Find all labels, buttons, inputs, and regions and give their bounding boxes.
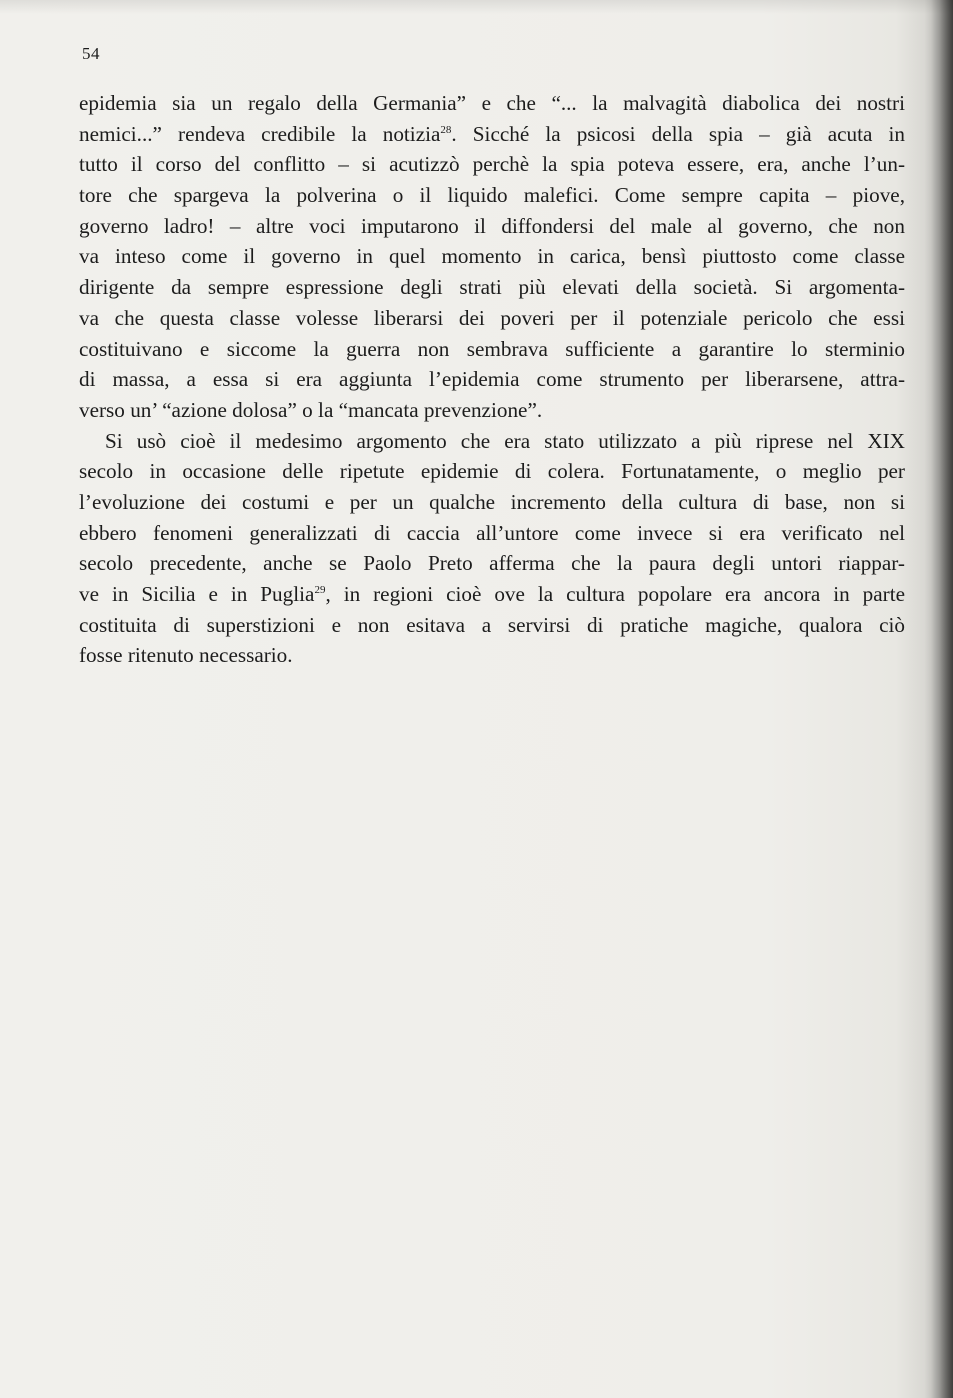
text-line: tutto il corso del conflitto – si acutizzò perchè la spia poteva essere, era, anche l’un- (79, 152, 905, 177)
text-line: secolo precedente, anche se Paolo Preto afferma che la paura degli untori riappar- (79, 551, 905, 576)
text-line: dirigente da sempre espressione degli strati più elevati della società. Si argomenta- (79, 275, 905, 300)
text-line: costituivano e siccome la guerra non sembrava sufficiente a garantire lo sterminio (79, 336, 905, 361)
text-line: tore che spargeva la polverina o il liquido malefici. Come sempre capita – piove, (79, 183, 905, 208)
page-number: 54 (82, 44, 100, 63)
scan-top-shadow (0, 0, 953, 14)
text-line (79, 579, 905, 610)
text-line: ebbero fenomeni generalizzati di caccia all’untore come invece si era verificato nel (79, 520, 905, 545)
text-line: l’evoluzione dei costumi e per un qualche incremento della cultura di base, non si (79, 489, 905, 514)
footnote-ref-29: 29 (314, 584, 326, 596)
paragraph (79, 426, 905, 672)
text-line: verso un’ “azione dolosa” o la “mancata prevenzione”. (79, 397, 543, 422)
text-segment: , in regioni cioè ove la cultura popolare era ancora in parte (325, 582, 905, 606)
text-segment: nemici...” rendeva credibile la notizia (79, 121, 441, 146)
paragraph (79, 88, 905, 426)
text-line: epidemia sia un regalo della Germania” e che “... la malvagità diabolica dei nostri (79, 91, 905, 115)
text-segment: . Sicché la psicosi della spia – già acuta in (451, 121, 906, 146)
text-line (79, 119, 905, 150)
text-line: Si usò cioè il medesimo argomento che era stato utilizzato a più riprese nel XIX (105, 428, 905, 453)
text-line: va che questa classe volesse liberarsi dei poveri per il potenziale pericolo che essi (79, 305, 905, 330)
body-text (79, 88, 905, 671)
text-line: fosse ritenuto necessario. (79, 643, 293, 668)
footnote-ref-28: 28 (440, 123, 452, 136)
text-line: di massa, a essa si era aggiunta l’epidemia come strumento per liberarsene, attra- (79, 367, 905, 392)
text-line: secolo in occasione delle ripetute epidemie di colera. Fortunatamente, o meglio per (79, 459, 905, 484)
text-segment: ve in Sicilia e in Puglia (79, 582, 315, 606)
text-line: governo ladro! – altre voci imputarono il diffondersi del male al governo, che non (79, 213, 905, 238)
text-line: costituita di superstizioni e non esitava a servirsi di pratiche magiche, qualora ciò (79, 612, 905, 637)
text-line: va inteso come il governo in quel momento in carica, bensì piuttosto come classe (79, 244, 905, 269)
page-edge-shadow (931, 0, 953, 1398)
